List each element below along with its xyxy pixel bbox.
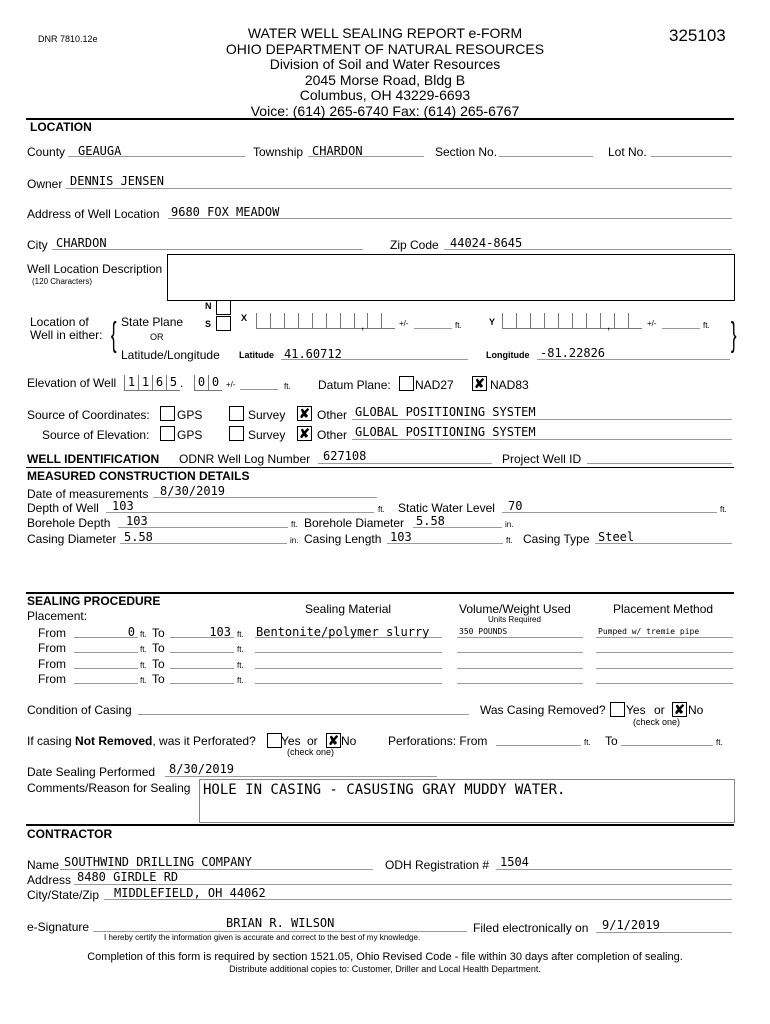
elevation-accuracy-field[interactable] bbox=[240, 389, 278, 390]
elevation-digit: 6 bbox=[152, 375, 166, 391]
north-label: N bbox=[205, 301, 212, 311]
perforations-to-unit: ft. bbox=[716, 738, 723, 747]
elevation-ft-unit: ft. bbox=[284, 382, 291, 391]
perforations-from-field[interactable] bbox=[496, 745, 581, 746]
to-field[interactable] bbox=[170, 668, 234, 669]
casing-removed-label: Was Casing Removed? bbox=[480, 703, 606, 717]
agency-name: OHIO DEPARTMENT OF NATURAL RESOURCES bbox=[225, 40, 545, 57]
from-label: From bbox=[38, 672, 66, 686]
location-label-1: Location of bbox=[30, 315, 89, 329]
to-label: To bbox=[152, 626, 165, 640]
material-field[interactable] bbox=[255, 668, 442, 669]
latitude-value: 41.60712 bbox=[284, 347, 342, 361]
casing-length-value: 103 bbox=[390, 530, 412, 544]
placement-method-header: Placement Method bbox=[613, 602, 714, 616]
elev-other-value: GLOBAL POSITIONING SYSTEM bbox=[355, 425, 536, 439]
odh-registration-label: ODH Registration # bbox=[385, 858, 490, 872]
well-log-field[interactable] bbox=[318, 463, 492, 464]
casing-type-label: Casing Type bbox=[523, 532, 590, 546]
contractor-section-label: CONTRACTOR bbox=[27, 827, 113, 841]
contractor-address-label: Address bbox=[27, 873, 72, 887]
method-field[interactable] bbox=[596, 652, 733, 653]
to-unit: ft. bbox=[237, 630, 244, 639]
elev-survey-checkbox[interactable] bbox=[229, 426, 244, 441]
or-label: OR bbox=[150, 332, 164, 342]
from-label: From bbox=[38, 657, 66, 671]
section-no-field[interactable] bbox=[499, 156, 593, 157]
elevation-label: Elevation of Well bbox=[27, 376, 117, 390]
to-field[interactable] bbox=[170, 683, 234, 684]
coord-other-label: Other bbox=[317, 408, 348, 422]
esignature-label: e-Signature bbox=[27, 920, 90, 934]
perforated-label: If casing Not Removed, was it Perforated? bbox=[27, 734, 256, 748]
county-label: County bbox=[27, 145, 66, 159]
contractor-name-value: SOUTHWIND DRILLING COMPANY bbox=[64, 855, 252, 869]
location-label-2: Well in either: bbox=[30, 328, 103, 342]
elevation-digit: 5 bbox=[166, 375, 180, 391]
coord-other-value: GLOBAL POSITIONING SYSTEM bbox=[355, 405, 536, 419]
y-plusminus: +/- bbox=[647, 319, 657, 328]
volume-field[interactable] bbox=[457, 652, 583, 653]
elev-survey-label: Survey bbox=[248, 428, 286, 442]
agency-city: Columbus, OH 43229-6693 bbox=[299, 87, 471, 103]
construction-section-label: MEASURED CONSTRUCTION DETAILS bbox=[27, 469, 250, 483]
elevation-field[interactable] bbox=[124, 375, 180, 391]
casing-removed-no-label: No bbox=[688, 703, 704, 717]
owner-field[interactable] bbox=[66, 188, 732, 189]
x-plusminus: +/- bbox=[399, 319, 409, 328]
perforated-no-checkbox[interactable]: ✘ bbox=[326, 733, 341, 748]
owner-value: DENNIS JENSEN bbox=[70, 174, 164, 188]
borehole-diameter-unit: in. bbox=[505, 520, 514, 529]
x-accuracy-field[interactable] bbox=[414, 328, 452, 329]
elevation-plusminus: +/- bbox=[226, 380, 236, 389]
footer-line-1: Completion of this form is required by section 1521.05, Ohio Revised Code - file within 30 days after completion of sealing. bbox=[87, 951, 683, 963]
longitude-value: -81.22826 bbox=[540, 346, 606, 360]
elev-gps-label: GPS bbox=[177, 428, 203, 442]
well-address-label: Address of Well Location bbox=[27, 207, 160, 221]
perforations-from-label: Perforations: From bbox=[388, 734, 488, 748]
right-brace: } bbox=[730, 316, 737, 354]
volume-header: Volume/Weight Used bbox=[459, 602, 571, 616]
from-label: From bbox=[38, 641, 66, 655]
division-name: Division of Soil and Water Resources bbox=[269, 56, 501, 72]
units-required-note: Units Required bbox=[488, 615, 541, 624]
perforations-to-field[interactable] bbox=[621, 745, 713, 746]
from-field[interactable] bbox=[74, 652, 138, 653]
city-label: City bbox=[27, 238, 48, 252]
form-code: DNR 7810.12e bbox=[38, 34, 98, 44]
township-value: CHARDON bbox=[312, 144, 363, 158]
comments-label: Comments/Reason for Sealing bbox=[27, 781, 191, 795]
casing-type-value: Steel bbox=[598, 530, 635, 544]
form-header bbox=[185, 26, 585, 119]
to-label: To bbox=[152, 657, 165, 671]
project-well-id-label: Project Well ID bbox=[502, 452, 582, 466]
contractor-csz-label: City/State/Zip bbox=[27, 888, 100, 902]
certification-note: I hereby certify the information given is accurate and correct to the best of my knowledge. bbox=[104, 933, 421, 942]
perforated-no-label: No bbox=[341, 734, 357, 748]
borehole-depth-label: Borehole Depth bbox=[27, 516, 111, 530]
state-plane-x-decimal[interactable] bbox=[367, 313, 395, 329]
source-coordinates-label: Source of Coordinates: bbox=[27, 408, 150, 422]
state-plane-y-field[interactable] bbox=[502, 313, 614, 329]
perforated-hint: (check one) bbox=[287, 747, 335, 757]
perforated-yes-checkbox[interactable] bbox=[267, 733, 282, 748]
coord-other-field[interactable] bbox=[352, 419, 732, 420]
longitude-label: Longitude bbox=[486, 350, 530, 360]
esignature-value: BRIAN R. WILSON bbox=[226, 916, 335, 930]
township-label: Township bbox=[253, 145, 304, 159]
condition-of-casing-label: Condition of Casing bbox=[27, 703, 132, 717]
nad83-label: NAD83 bbox=[490, 378, 529, 392]
nad27-label: NAD27 bbox=[415, 378, 454, 392]
method-field[interactable] bbox=[596, 683, 733, 684]
esignature-field[interactable] bbox=[93, 931, 467, 932]
from-field[interactable] bbox=[74, 668, 138, 669]
south-checkbox[interactable] bbox=[216, 316, 231, 331]
elevation-decimal-digit: 0 bbox=[208, 375, 222, 391]
casing-length-unit: ft. bbox=[506, 536, 513, 545]
state-plane-y-decimal[interactable] bbox=[614, 313, 642, 329]
from-unit: ft. bbox=[140, 661, 147, 670]
well-description-textarea[interactable] bbox=[167, 254, 735, 301]
zip-label: Zip Code bbox=[390, 238, 439, 252]
zip-value: 44024-8645 bbox=[450, 236, 523, 250]
odh-registration-field[interactable] bbox=[496, 869, 732, 870]
material-field[interactable] bbox=[255, 683, 442, 684]
casing-removed-yes-checkbox[interactable] bbox=[610, 702, 625, 717]
from-unit: ft. bbox=[140, 676, 147, 685]
south-label: S bbox=[205, 319, 212, 329]
date-sealing-field[interactable] bbox=[165, 776, 437, 777]
agency-address: 2045 Morse Road, Bldg B bbox=[304, 71, 466, 88]
filed-on-label: Filed electronically on bbox=[473, 921, 589, 935]
agency-phone: Voice: (614) 265-6740 Fax: (614) 265-6767 bbox=[250, 102, 520, 119]
contractor-address-value: 8480 GIRDLE RD bbox=[77, 870, 179, 884]
comments-textarea[interactable] bbox=[199, 779, 735, 823]
borehole-diameter-label: Borehole Diameter bbox=[304, 516, 405, 530]
form-title: WATER WELL SEALING REPORT e-FORM bbox=[247, 25, 523, 41]
sealing-material-header: Sealing Material bbox=[305, 602, 392, 616]
casing-diameter-value: 5.58 bbox=[124, 530, 153, 544]
source-elevation-label: Source of Elevation: bbox=[42, 428, 150, 442]
well-depth-value: 103 bbox=[112, 499, 134, 513]
coord-other-checkbox[interactable]: ✘ bbox=[297, 406, 312, 421]
well-description-label: Well Location Description bbox=[27, 262, 163, 276]
from-label: From bbox=[38, 626, 66, 640]
owner-label: Owner bbox=[27, 177, 63, 191]
x-ft-unit: ft. bbox=[455, 321, 462, 330]
coord-gps-label: GPS bbox=[177, 408, 203, 422]
elevation-decimal-field[interactable] bbox=[194, 375, 222, 391]
static-level-field[interactable] bbox=[502, 512, 717, 513]
county-value: GEAUGA bbox=[78, 144, 122, 158]
placement-label: Placement: bbox=[27, 609, 88, 623]
method-field[interactable] bbox=[596, 668, 733, 669]
well-depth-field[interactable] bbox=[106, 512, 374, 513]
to-unit: ft. bbox=[237, 661, 244, 670]
x-label: X bbox=[241, 313, 248, 323]
from-unit: ft. bbox=[140, 645, 147, 654]
well-identification-label: WELL IDENTIFICATION bbox=[27, 452, 160, 466]
elevation-dot: . bbox=[180, 376, 184, 390]
datum-label: Datum Plane: bbox=[318, 378, 391, 392]
nad83-checkbox[interactable]: ✘ bbox=[472, 376, 487, 391]
measurement-date-value: 8/30/2019 bbox=[160, 484, 226, 498]
well-id-divider bbox=[26, 467, 734, 468]
left-brace: { bbox=[110, 316, 117, 354]
odh-registration-value: 1504 bbox=[500, 855, 529, 869]
filed-on-value: 9/1/2019 bbox=[602, 918, 660, 932]
date-sealing-value: 8/30/2019 bbox=[169, 762, 235, 776]
material-field[interactable] bbox=[255, 652, 442, 653]
volume-field[interactable] bbox=[457, 668, 583, 669]
well-address-value: 9680 FOX MEADOW bbox=[171, 205, 280, 219]
location-section-label: LOCATION bbox=[30, 120, 92, 134]
from-field[interactable] bbox=[74, 683, 138, 684]
latitude-label: Latitude bbox=[239, 350, 274, 360]
contractor-csz-value: MIDDLEFIELD, OH 44062 bbox=[114, 886, 266, 900]
casing-removed-or: or bbox=[654, 703, 665, 717]
coord-gps-checkbox[interactable] bbox=[160, 406, 175, 421]
elev-other-checkbox[interactable]: ✘ bbox=[297, 426, 312, 441]
y-label: Y bbox=[489, 317, 496, 327]
contractor-address-field[interactable] bbox=[74, 884, 732, 885]
casing-diameter-label: Casing Diameter bbox=[27, 532, 117, 546]
perforations-from-unit: ft. bbox=[584, 738, 591, 747]
to-unit: ft. bbox=[237, 645, 244, 654]
filed-on-field[interactable] bbox=[596, 932, 732, 933]
casing-removed-hint: (check one) bbox=[633, 717, 681, 727]
to-label: To bbox=[152, 672, 165, 686]
static-level-value: 70 bbox=[508, 499, 523, 513]
well-log-value: 627108 bbox=[323, 449, 367, 463]
material-value: Bentonite/polymer slurry bbox=[256, 625, 430, 639]
elevation-digit: 1 bbox=[124, 375, 138, 391]
casing-length-label: Casing Length bbox=[304, 532, 382, 546]
elevation-digit: 1 bbox=[138, 375, 152, 391]
borehole-diameter-value: 5.58 bbox=[416, 514, 445, 528]
comments-value: HOLE IN CASING - CASUSING GRAY MUDDY WATER. bbox=[203, 782, 566, 798]
perforations-to-label: To bbox=[605, 734, 618, 748]
elevation-decimal-digit: 0 bbox=[194, 375, 208, 391]
borehole-depth-value: 103 bbox=[126, 514, 148, 528]
perforated-or: or bbox=[307, 734, 318, 748]
casing-diameter-unit: in. bbox=[290, 536, 299, 545]
method-value: Pumped w/ tremie pipe bbox=[598, 627, 700, 636]
y-ft-unit: ft. bbox=[703, 321, 710, 330]
form-number: 325103 bbox=[669, 26, 726, 45]
well-depth-label: Depth of Well bbox=[27, 501, 99, 515]
coord-survey-checkbox[interactable] bbox=[229, 406, 244, 421]
volume-field[interactable] bbox=[457, 683, 583, 684]
static-level-unit: ft. bbox=[720, 505, 727, 514]
section-no-label: Section No. bbox=[435, 145, 498, 159]
measurement-date-label: Date of measurements bbox=[27, 487, 149, 501]
y-accuracy-field[interactable] bbox=[662, 328, 700, 329]
volume-value: 350 POUNDS bbox=[459, 627, 508, 636]
perforated-yes-label: Yes bbox=[281, 734, 301, 748]
contractor-divider bbox=[26, 824, 734, 826]
sealing-section-label: SEALING PROCEDURE bbox=[27, 594, 161, 608]
elev-gps-checkbox[interactable] bbox=[160, 426, 175, 441]
to-label: To bbox=[152, 641, 165, 655]
from-unit: ft. bbox=[140, 630, 147, 639]
static-level-label: Static Water Level bbox=[398, 501, 495, 515]
nad27-checkbox[interactable] bbox=[399, 376, 414, 391]
city-value: CHARDON bbox=[56, 236, 107, 250]
contractor-name-label: Name bbox=[27, 858, 60, 872]
from-value: 0 bbox=[127, 625, 135, 639]
to-unit: ft. bbox=[237, 676, 244, 685]
borehole-depth-unit: ft. bbox=[291, 520, 298, 529]
well-log-label: ODNR Well Log Number bbox=[179, 452, 311, 466]
project-well-id-field[interactable] bbox=[587, 463, 732, 464]
coord-survey-label: Survey bbox=[248, 408, 286, 422]
header-divider bbox=[26, 118, 734, 120]
to-field[interactable] bbox=[170, 652, 234, 653]
casing-removed-yes-label: Yes bbox=[626, 703, 646, 717]
condition-of-casing-field[interactable] bbox=[138, 714, 469, 715]
lot-no-field[interactable] bbox=[651, 156, 732, 157]
north-checkbox[interactable] bbox=[216, 300, 231, 315]
elev-other-label: Other bbox=[317, 428, 348, 442]
well-description-hint: (120 Characters) bbox=[32, 277, 93, 286]
to-value: 103 bbox=[209, 625, 231, 639]
volume-field[interactable] bbox=[457, 637, 583, 638]
latlong-label: Latitude/Longitude bbox=[121, 348, 220, 362]
lot-no-label: Lot No. bbox=[608, 145, 647, 159]
well-depth-unit: ft. bbox=[378, 505, 385, 514]
date-sealing-label: Date Sealing Performed bbox=[27, 765, 156, 779]
state-plane-label: State Plane bbox=[121, 315, 184, 329]
state-plane-x-field[interactable] bbox=[256, 313, 368, 329]
casing-removed-no-checkbox[interactable]: ✘ bbox=[672, 702, 687, 717]
footer-line-2: Distribute additional copies to: Customer, Driller and Local Health Department. bbox=[229, 964, 541, 974]
elev-other-field[interactable] bbox=[352, 439, 732, 440]
method-field[interactable] bbox=[596, 637, 733, 638]
